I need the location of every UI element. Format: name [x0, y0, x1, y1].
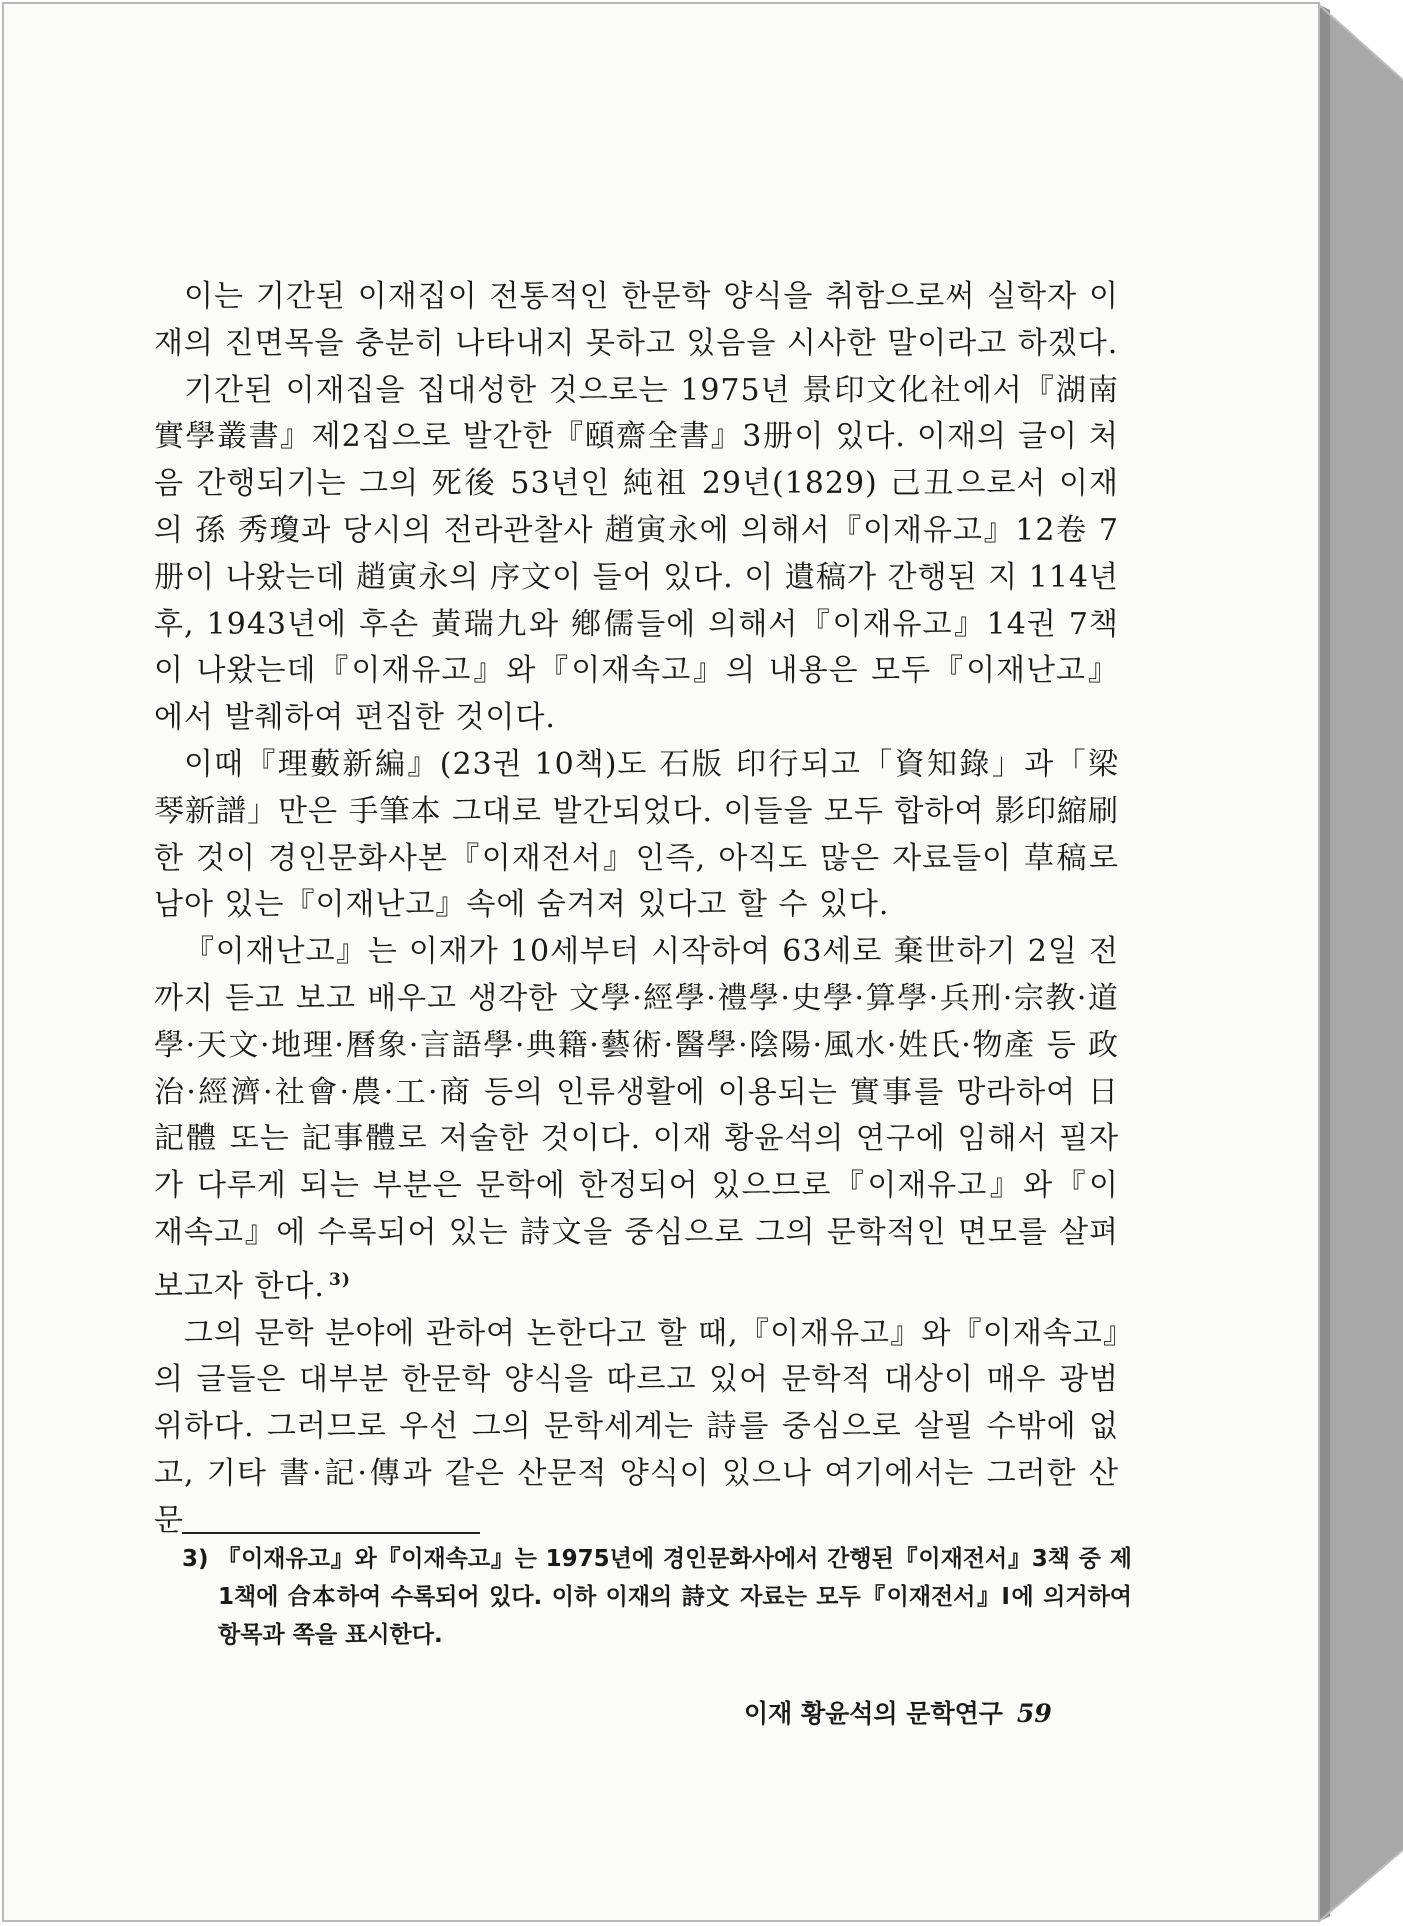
footnote: [182, 1540, 1132, 1654]
running-footer: [744, 1694, 1104, 1730]
paragraph: 이는 기간된 이재집이 전통적인 한문학 양식을 취함으로써 실학자 이재의 진면목을 충분히 나타내지 못하고 있음을 시사한 말이라고 하겠다.: [154, 279, 1119, 361]
footnotes: [182, 1540, 1132, 1654]
book-page: [2, 2, 1320, 1922]
footnote-text: 『이재유고』와『이재속고』는 1975년에 경인문화사에서 간행된『이재전서』3책 중 제1책에 合本하여 수록되어 있다. 이하 이재의 詩文 자료는 모두『이재전서』Ⅰ에 의거하여 항목과 쪽을 표시한다.: [217, 1546, 1132, 1648]
paragraph: 기간된 이재집을 집대성한 것으로는 1975년 景印文化社에서『湖南實學叢書』제2집으로 발간한『頤齋全書』3册이 있다. 이재의 글이 처음 간행되기는 그의 死後 53년인 純祖 29년(1829) 己丑으로서 이재의 孫 秀瓊과 당시의 전라관찰사 趙寅永에 의해서『이재유고』12卷 7册이 나왔는데 趙寅永의 序文이 들어 있다. 이 遺稿가 간행된 지 114년 후, 1943년에 후손 黃瑞九와 鄕儒들에 의해서『이재유고』14권 7책이 나왔는데『이재유고』와『이재속고』의 내용은 모두『이재난고』에서 발췌하여 편집한 것이다.: [154, 372, 1119, 736]
paragraph: 이때『理藪新編』(23권 10책)도 石版 印行되고「資知錄」과「梁琴新譜」만은 手筆本 그대로 발간되었다. 이들을 모두 합하여 影印縮刷한 것이 경인문화사본『이재전서』인즉, 아직도 많은 자료들이 草稿로 남아 있는『이재난고』속에 숨겨져 있다고 할 수 있다.: [154, 746, 1119, 923]
footnote-marker: 3): [182, 1546, 209, 1572]
paragraph: [154, 929, 1119, 1310]
footnote-divider: [182, 1532, 480, 1534]
page-stack-edge: [1318, 0, 1403, 1926]
body-text: [154, 274, 1119, 1545]
running-title: 이재 황윤석의 문학연구: [744, 1699, 1003, 1728]
paragraph-text: 『이재난고』는 이재가 10세부터 시작하여 63세로 棄世하기 2일 전까지 듣고 보고 배우고 생각한 文學·經學·禮學·史學·算學·兵刑·宗教·道學·天文·地理·曆象·言語學·典籍·藝術·醫學·陰陽·風水·姓氏·物產 등 政治·經濟·社會·農·工·商 등의 인류생활에 이용되는 實事를 망라하여 日記體 또는 記事體로 저술한 것이다. 이재 황윤석의 연구에 임해서 필자가 다루게 되는 부분은 문학에 한정되어 있으므로『이재유고』와『이재속고』에 수록되어 있는 詩文을 중심으로 그의 문학적인 면모를 살펴보고자 한다.: [154, 934, 1119, 1304]
footnote-reference[interactable]: 3): [328, 1269, 351, 1290]
paragraph: 그의 문학 분야에 관하여 논한다고 할 때,『이재유고』와『이재속고』의 글들은 대부분 한문학 양식을 따르고 있어 문학적 대상이 매우 광범위하다. 그러므로 우선 그의 문학세계는 詩를 중심으로 살필 수밖에 없고, 기타 書·記·傳과 같은 산문적 양식이 있으나 여기에서는 그러한 산문: [154, 1315, 1119, 1538]
page-number: 59: [1016, 1699, 1052, 1728]
